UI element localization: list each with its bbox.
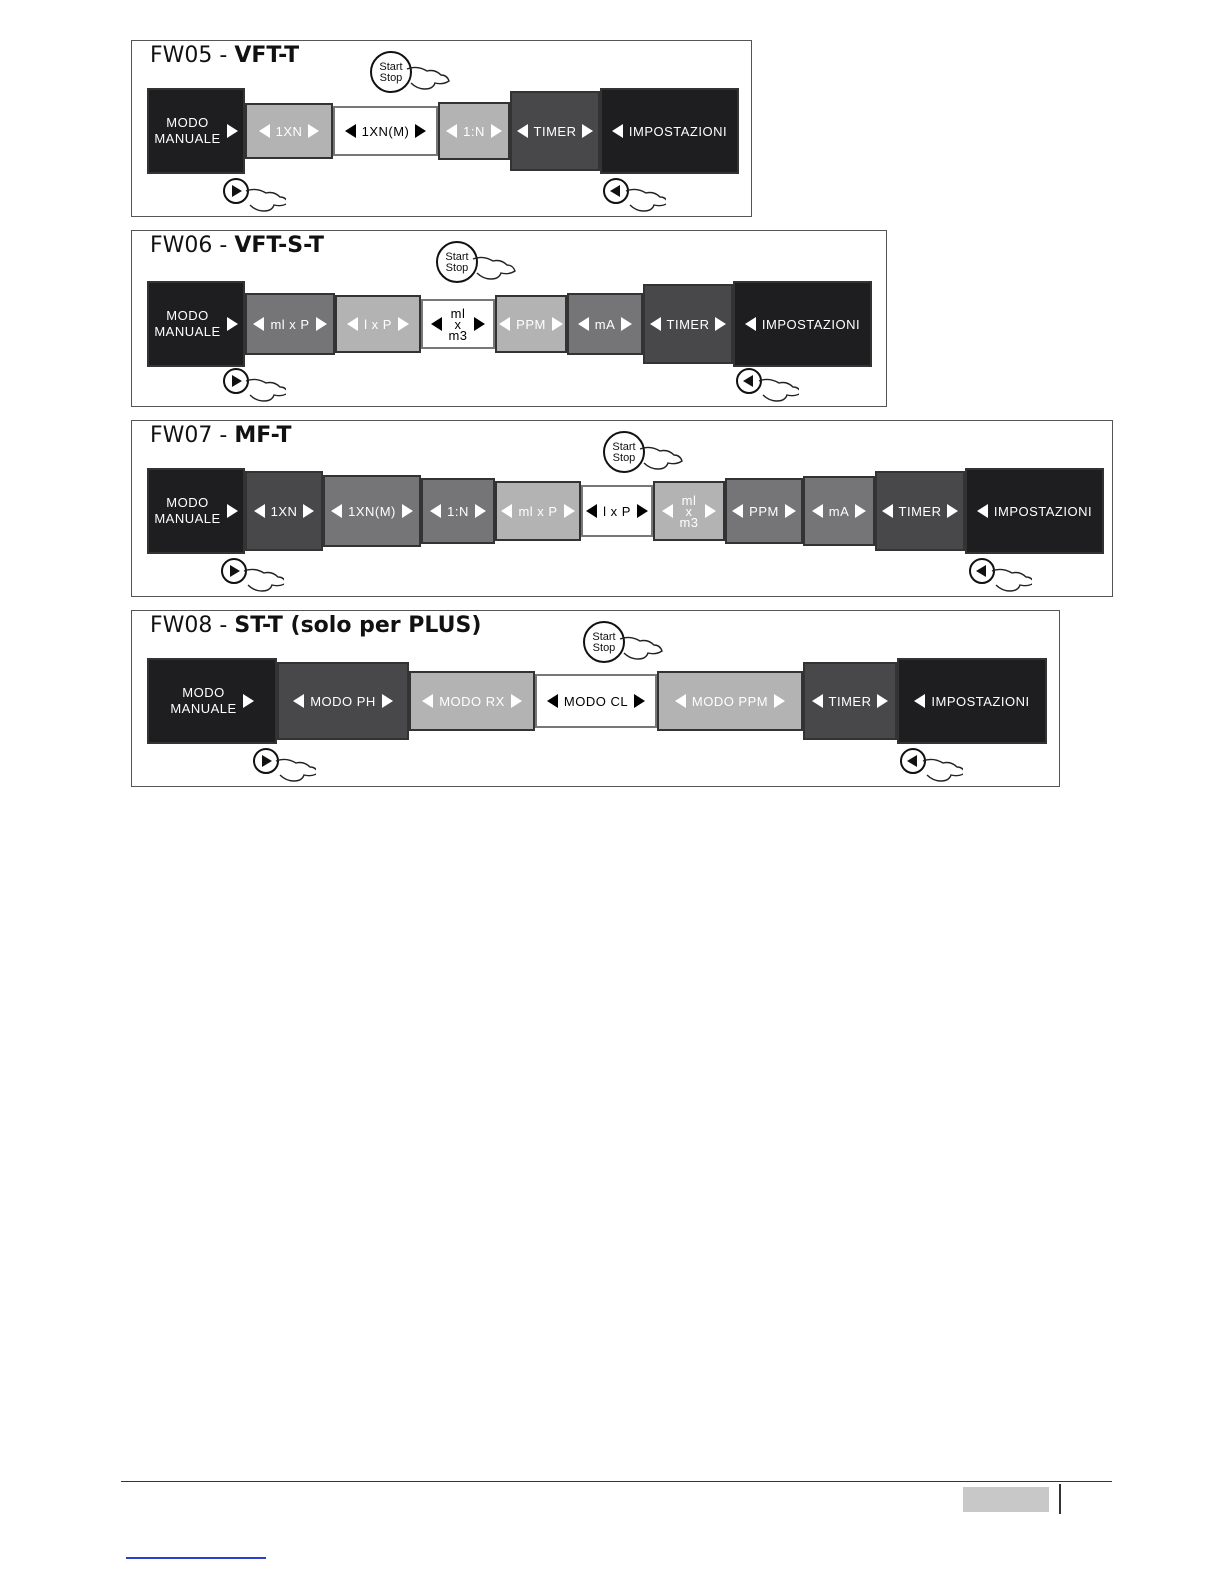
segment-label-part: MANUALE — [154, 511, 221, 526]
segment-label: TIMER — [666, 316, 710, 332]
arrow-left-icon — [517, 124, 528, 138]
arrow-left-icon — [347, 317, 358, 331]
menu-segment — [510, 91, 600, 171]
menu-segment — [657, 671, 803, 731]
segment-label-part: x — [454, 316, 462, 332]
segment-label — [679, 492, 699, 530]
segment-label: mA — [594, 316, 616, 332]
play-right-button-icon[interactable] — [222, 365, 286, 405]
prev-button[interactable] — [899, 745, 963, 790]
menu-segment — [733, 281, 872, 367]
play-left-button-icon[interactable] — [735, 365, 799, 405]
stop-label: Stop — [379, 72, 403, 84]
arrow-left-icon — [430, 504, 441, 518]
next-button[interactable] — [222, 365, 286, 410]
segment-label — [154, 495, 220, 527]
segment-label: PPM — [749, 503, 779, 519]
segment-label-part: MANUALE — [170, 701, 237, 716]
next-button[interactable] — [222, 175, 286, 220]
next-button[interactable] — [220, 555, 284, 600]
segment-label: MODO CL — [563, 693, 629, 709]
arrow-left-icon — [547, 694, 558, 708]
arrow-left-icon — [422, 694, 433, 708]
menu-segment — [581, 485, 653, 537]
segment-label: 1:N — [447, 503, 469, 519]
play-left-button-icon[interactable] — [602, 175, 666, 215]
menu-segment — [147, 281, 245, 367]
segment-label: IMPOSTAZIONI — [628, 123, 728, 139]
arrow-right-icon — [621, 317, 632, 331]
arrow-left-icon — [345, 124, 356, 138]
firmware-panel — [131, 230, 887, 407]
arrow-right-icon — [398, 317, 409, 331]
firmware-panel — [131, 420, 1113, 597]
segment-label-part: m3 — [448, 327, 468, 343]
arrow-right-icon — [582, 124, 593, 138]
stop-label: Stop — [592, 642, 616, 654]
arrow-right-icon — [227, 504, 238, 518]
firmware-code: FW06 — [150, 233, 213, 258]
firmware-panel — [131, 610, 1060, 787]
menu-segment — [323, 475, 421, 547]
stop-label: Stop — [445, 262, 469, 274]
menu-segment — [725, 478, 803, 544]
page-number-box — [963, 1487, 1049, 1512]
menu-segment — [147, 468, 245, 554]
start-stop-button-icon[interactable] — [435, 237, 519, 287]
menu-segment — [438, 102, 510, 160]
panel-title — [150, 233, 324, 258]
arrow-right-icon — [705, 504, 716, 518]
firmware-code: FW07 — [150, 423, 213, 448]
segment-label: IMPOSTAZIONI — [993, 503, 1093, 519]
menu-segment — [409, 671, 535, 731]
segment-label: MODO PPM — [691, 693, 769, 709]
start-label: Start — [612, 441, 636, 453]
menu-segment — [421, 478, 495, 544]
next-button[interactable] — [252, 745, 316, 790]
arrow-right-icon — [877, 694, 888, 708]
arrow-left-icon — [254, 504, 265, 518]
segment-label: PPM — [516, 316, 546, 332]
play-left-button-icon[interactable] — [899, 745, 963, 785]
arrow-left-icon — [650, 317, 661, 331]
title-separator: - — [212, 233, 235, 258]
menu-segment — [421, 299, 495, 349]
arrow-left-icon — [259, 124, 270, 138]
segment-label-part: MANUALE — [154, 324, 221, 339]
play-right-button-icon[interactable] — [252, 745, 316, 785]
menu-segment — [245, 293, 335, 355]
play-right-button-icon[interactable] — [220, 555, 284, 595]
stop-label: Stop — [612, 452, 636, 464]
menu-segment — [567, 293, 643, 355]
title-separator: - — [212, 423, 235, 448]
segment-label-part: x — [685, 503, 693, 519]
menu-segment — [147, 88, 245, 174]
menu-segment — [495, 295, 567, 353]
prev-button[interactable] — [602, 175, 666, 220]
arrow-left-icon — [499, 317, 510, 331]
arrow-right-icon — [785, 504, 796, 518]
start-label: Start — [445, 251, 469, 263]
arrow-right-icon — [303, 504, 314, 518]
segment-label: MODO RX — [439, 693, 505, 709]
menu-segment — [875, 471, 965, 551]
menu-sequence — [147, 658, 1047, 744]
menu-segment — [965, 468, 1104, 554]
panel-title — [150, 43, 299, 68]
menu-segment — [333, 106, 438, 156]
segment-label: TIMER — [828, 693, 872, 709]
prev-button[interactable] — [968, 555, 1032, 600]
arrow-right-icon — [774, 694, 785, 708]
segment-label: 1:N — [463, 123, 485, 139]
segment-label-part: m3 — [679, 514, 699, 530]
arrow-right-icon — [491, 124, 502, 138]
menu-sequence — [147, 468, 1104, 554]
footer-link-underline[interactable] — [126, 1557, 266, 1559]
arrow-right-icon — [855, 504, 866, 518]
arrow-right-icon — [227, 317, 238, 331]
arrow-right-icon — [382, 694, 393, 708]
arrow-right-icon — [552, 317, 563, 331]
footer-rule — [121, 1481, 1112, 1482]
arrow-right-icon — [715, 317, 726, 331]
menu-sequence — [147, 281, 872, 367]
arrow-right-icon — [402, 504, 413, 518]
segment-label: ml x P — [518, 503, 558, 519]
arrow-left-icon — [675, 694, 686, 708]
arrow-right-icon — [564, 504, 575, 518]
segment-label: IMPOSTAZIONI — [931, 693, 1030, 709]
menu-segment — [803, 476, 875, 546]
arrow-left-icon — [662, 504, 673, 518]
arrow-left-icon — [812, 504, 823, 518]
arrow-right-icon — [316, 317, 327, 331]
firmware-code: FW05 — [150, 43, 213, 68]
menu-sequence — [147, 88, 739, 174]
segment-label: mA — [828, 503, 850, 519]
arrow-left-icon — [253, 317, 264, 331]
menu-segment — [803, 662, 897, 740]
firmware-model: ST-T (solo per PLUS) — [234, 613, 482, 638]
menu-segment — [147, 658, 277, 744]
menu-segment — [335, 295, 421, 353]
segment-label-part: MODO — [182, 685, 225, 700]
arrow-left-icon — [293, 694, 304, 708]
arrow-right-icon — [474, 317, 485, 331]
arrow-right-icon — [475, 504, 486, 518]
segment-label: TIMER — [533, 123, 577, 139]
segment-label: ml x P — [270, 316, 310, 332]
firmware-code: FW08 — [150, 613, 213, 638]
play-right-button-icon[interactable] — [222, 175, 286, 215]
title-separator: - — [212, 613, 235, 638]
segment-label — [154, 308, 220, 340]
arrow-right-icon — [415, 124, 426, 138]
menu-segment — [643, 284, 733, 364]
arrow-right-icon — [243, 694, 254, 708]
segment-label — [448, 305, 468, 343]
segment-label: l x P — [603, 503, 631, 519]
segment-label: 1XN — [270, 503, 298, 519]
arrow-right-icon — [227, 124, 238, 138]
segment-label: 1XN(M) — [361, 123, 410, 139]
footer-divider — [1059, 1484, 1061, 1514]
panel-title — [150, 613, 481, 638]
segment-label: 1XN(M) — [348, 503, 396, 519]
menu-segment — [600, 88, 739, 174]
arrow-right-icon — [947, 504, 958, 518]
arrow-left-icon — [612, 124, 623, 138]
segment-label-part: ml — [681, 492, 697, 508]
firmware-panel — [131, 40, 752, 217]
segment-label-part: MANUALE — [154, 131, 221, 146]
arrow-right-icon — [308, 124, 319, 138]
arrow-left-icon — [331, 504, 342, 518]
arrow-left-icon — [732, 504, 743, 518]
segment-label-part: MODO — [166, 308, 209, 323]
start-label: Start — [592, 631, 616, 643]
panel-title — [150, 423, 292, 448]
arrow-right-icon — [637, 504, 648, 518]
firmware-model: MF-T — [234, 423, 292, 448]
menu-segment — [653, 481, 725, 541]
segment-label: IMPOSTAZIONI — [761, 316, 861, 332]
segment-label-part: MODO — [166, 115, 209, 130]
arrow-left-icon — [977, 504, 988, 518]
arrow-left-icon — [446, 124, 457, 138]
segment-label: MODO PH — [310, 693, 376, 709]
start-label: Start — [379, 61, 403, 73]
segment-label: 1XN — [275, 123, 303, 139]
arrow-left-icon — [882, 504, 893, 518]
arrow-right-icon — [634, 694, 645, 708]
title-separator: - — [212, 43, 235, 68]
menu-segment — [245, 103, 333, 159]
arrow-left-icon — [501, 504, 512, 518]
menu-segment — [277, 662, 409, 740]
firmware-model: VFT-S-T — [234, 233, 325, 258]
arrow-left-icon — [812, 694, 823, 708]
play-left-button-icon[interactable] — [968, 555, 1032, 595]
menu-segment — [897, 658, 1047, 744]
menu-segment — [245, 471, 323, 551]
arrow-left-icon — [745, 317, 756, 331]
segment-label-part: MODO — [166, 495, 209, 510]
arrow-left-icon — [586, 504, 597, 518]
arrow-left-icon — [914, 694, 925, 708]
firmware-model: VFT-T — [234, 43, 300, 68]
prev-button[interactable] — [735, 365, 799, 410]
arrow-right-icon — [511, 694, 522, 708]
arrow-left-icon — [431, 317, 442, 331]
segment-label: TIMER — [898, 503, 942, 519]
menu-segment — [535, 674, 657, 728]
segment-label — [154, 115, 220, 147]
segment-label: l x P — [364, 316, 392, 332]
menu-segment — [495, 481, 581, 541]
segment-label-part: ml — [450, 305, 466, 321]
segment-label — [170, 685, 236, 717]
arrow-left-icon — [578, 317, 589, 331]
